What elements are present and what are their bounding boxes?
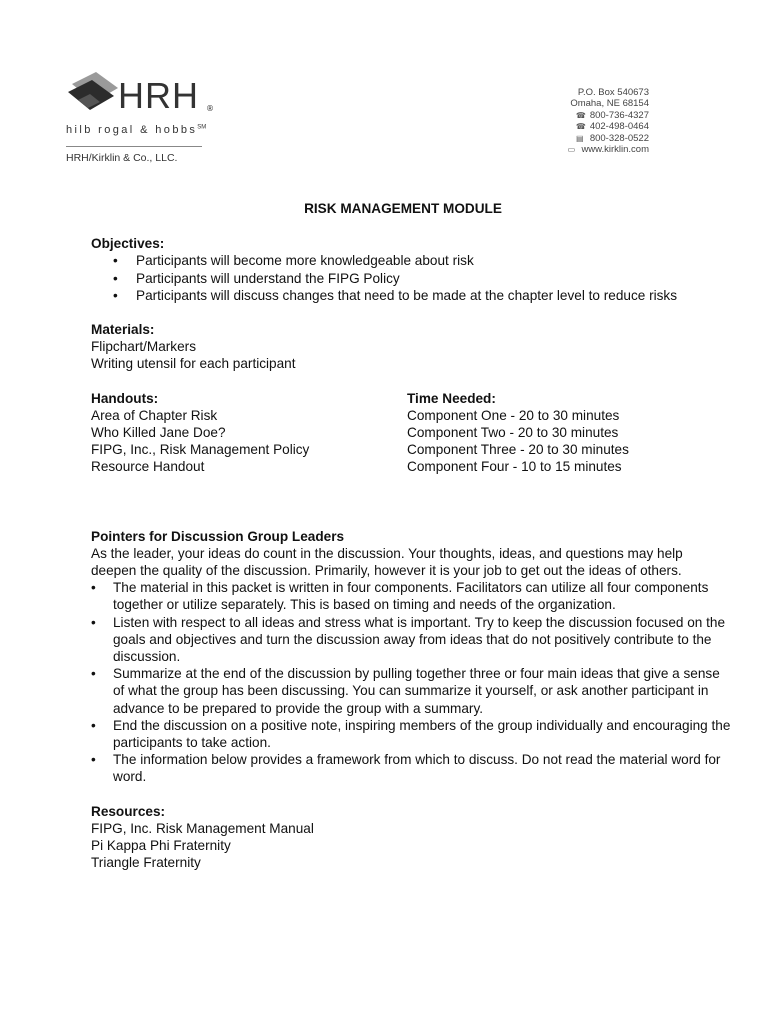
registered-mark: ® [206,104,214,113]
list-item: • Summarize at the end of the discussion by pulling together three or four main ideas that give a sense of what the group has been discussing. You can summarize it yourself, or ask another participant in advance to be prepared to provide the group with a summary. [91,665,731,717]
phone-number: 800-736-4327 [589,109,649,121]
list-item: FIPG, Inc., Risk Management Policy [91,442,310,458]
brand-name: HRH [118,75,199,116]
brand-subtitle [66,124,206,136]
list-item: Resource Handout [91,459,205,475]
phone-icon: ☎ [575,122,586,132]
time-needed-section [407,390,727,476]
phone-icon: ☎ [575,110,586,120]
list-item: FIPG, Inc. Risk Management Manual [91,820,314,836]
list-item: Writing utensil for each participant [91,356,296,372]
list-item: Component Two - 20 to 30 minutes [407,425,619,441]
document-title: RISK MANAGEMENT MODULE [304,201,502,216]
contact-phone-line [567,110,649,121]
time-needed-heading: Time Needed: [407,390,496,406]
objectives-section [91,235,731,304]
pointers-list [91,579,731,785]
objectives-list [91,252,731,304]
brand-subtitle-text: hilb rogal & hobbs [66,124,198,136]
materials-heading: Materials: [91,322,155,338]
pointers-heading: Pointers for Discussion Group Leaders [91,528,345,544]
resources-heading: Resources: [91,803,166,819]
service-mark: SM [197,124,207,131]
po-box: P.O. Box 540673 [577,87,649,98]
company-name: HRH/Kirklin & Co., LLC. [66,152,178,164]
brand-divider [66,146,202,147]
fax-number: 800-328-0522 [589,132,649,144]
contact-block [567,87,649,155]
list-item: • The information below provides a framework from which to discuss. Do not read the material word for word. [91,751,731,785]
list-item: Area of Chapter Risk [91,407,218,423]
list-item: • The material in this packet is written in four components. Facilitators can utilize all four components together or utilize separately. This is based on timing and needs of the organization. [91,579,731,613]
computer-icon: ▭ [567,145,576,155]
phone-number: 402-498-0464 [589,121,649,133]
list-item: • End the discussion on a positive note, inspiring members of the group individually and encouraging the participants to take action. [91,717,731,751]
website: www.kirklin.com [581,144,649,156]
list-item: Pi Kappa Phi Fraternity [91,838,231,854]
list-item: Flipchart/Markers [91,339,196,355]
company-logo [66,70,214,180]
list-item: • Participants will become more knowledgeable about risk [113,252,731,269]
list-item: • Participants will understand the FIPG Policy [113,270,731,287]
objectives-heading: Objectives: [91,236,165,252]
contact-address-line [567,87,649,98]
handouts-section [91,390,407,476]
materials-section [91,321,731,373]
list-item: Who Killed Jane Doe? [91,425,226,441]
list-item: Component Four - 10 to 15 minutes [407,459,622,475]
resources-section [91,803,731,872]
contact-address-line [567,98,649,109]
document-body [91,200,731,889]
logo-mark-icon [66,70,126,120]
list-item: Component One - 20 to 30 minutes [407,407,620,423]
pointers-section [91,528,731,786]
list-item: Component Three - 20 to 30 minutes [407,442,629,458]
handouts-heading: Handouts: [91,390,159,406]
city-state-zip: Omaha, NE 68154 [570,98,649,110]
handouts-time-columns [91,390,731,476]
list-item: • Participants will discuss changes that need to be made at the chapter level to reduce risks [113,287,731,304]
list-item: • Listen with respect to all ideas and stress what is important. Try to keep the discussion focused on the goals and objectives and turn the discussion away from ideas that do not positively contribute to the discussion. [91,614,731,666]
list-item: Triangle Fraternity [91,855,201,871]
pointers-intro: As the leader, your ideas do count in the discussion. Your thoughts, ideas, and questions may help deepen the quality of the discussion. Primarily, however it is your job to get out the ideas of others. [91,545,683,579]
contact-fax-line [567,133,649,144]
contact-web-line [567,144,649,155]
fax-icon: ▤ [576,133,584,143]
contact-phone-line [567,121,649,132]
